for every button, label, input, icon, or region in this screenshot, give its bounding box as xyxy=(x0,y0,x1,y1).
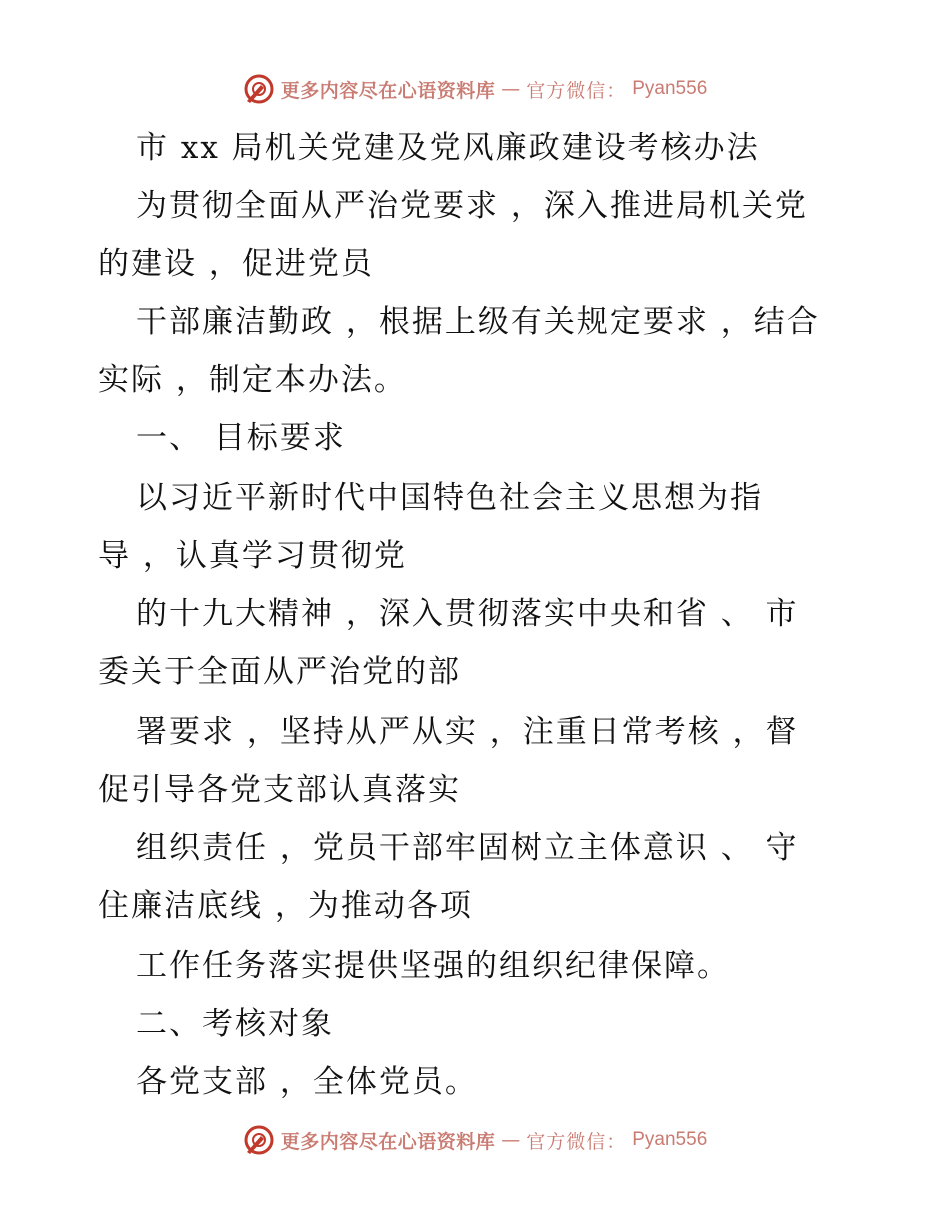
watermark-dash: — xyxy=(501,1129,521,1151)
pen-logo-icon xyxy=(243,73,275,105)
paragraph-line: 各党支部 ，全体党员。 xyxy=(136,1064,478,1100)
paragraph-line: 干部廉洁勤政 ，根据上级有关规定要求 ，结合 xyxy=(136,304,820,340)
paragraph-line: 导 ，认真学习贯彻党 xyxy=(98,538,407,574)
watermark-id: Pyan556 xyxy=(632,1129,708,1150)
watermark-text: 更多内容尽在心语资料库 xyxy=(280,79,496,102)
section-heading: 二、考核对象 xyxy=(136,1006,334,1042)
paragraph-line: 实际 ，制定本办法。 xyxy=(98,362,407,398)
watermark-dash: — xyxy=(501,78,521,100)
paragraph-line: 以习近平新时代中国特色社会主义思想为指 xyxy=(136,480,763,516)
paragraph-line: 组织责任 ，党员干部牢固树立主体意识 、 守 xyxy=(136,830,799,866)
paragraph-line: 委关于全面从严治党的部 xyxy=(98,654,461,690)
header-watermark xyxy=(0,73,950,105)
paragraph-line: 住廉洁底线 ，为推动各项 xyxy=(98,888,473,924)
pen-logo-icon xyxy=(243,1124,275,1156)
paragraph-line: 署要求 ，坚持从严从实 ，注重日常考核 ，督 xyxy=(136,714,799,750)
watermark-text: 更多内容尽在心语资料库 xyxy=(280,1130,496,1153)
paragraph-line: 的十九大精神 ，深入贯彻落实中央和省 、 市 xyxy=(136,596,799,632)
watermark-id: Pyan556 xyxy=(632,78,708,99)
paragraph-line: 为贯彻全面从严治党要求 ，深入推进局机关党 xyxy=(136,188,808,224)
paragraph-line: 的建设 ，促进党员 xyxy=(98,246,374,282)
section-heading: 一、 目标要求 xyxy=(136,420,346,456)
paragraph-line: 促引导各党支部认真落实 xyxy=(98,772,461,808)
watermark-official: 官方微信： xyxy=(526,1130,627,1153)
watermark-official: 官方微信： xyxy=(526,79,627,102)
document-title: 市 xx 局机关党建及党风廉政建设考核办法 xyxy=(136,130,760,166)
paragraph-line: 工作任务落实提供坚强的组织纪律保障。 xyxy=(136,948,730,984)
footer-watermark xyxy=(0,1124,950,1156)
